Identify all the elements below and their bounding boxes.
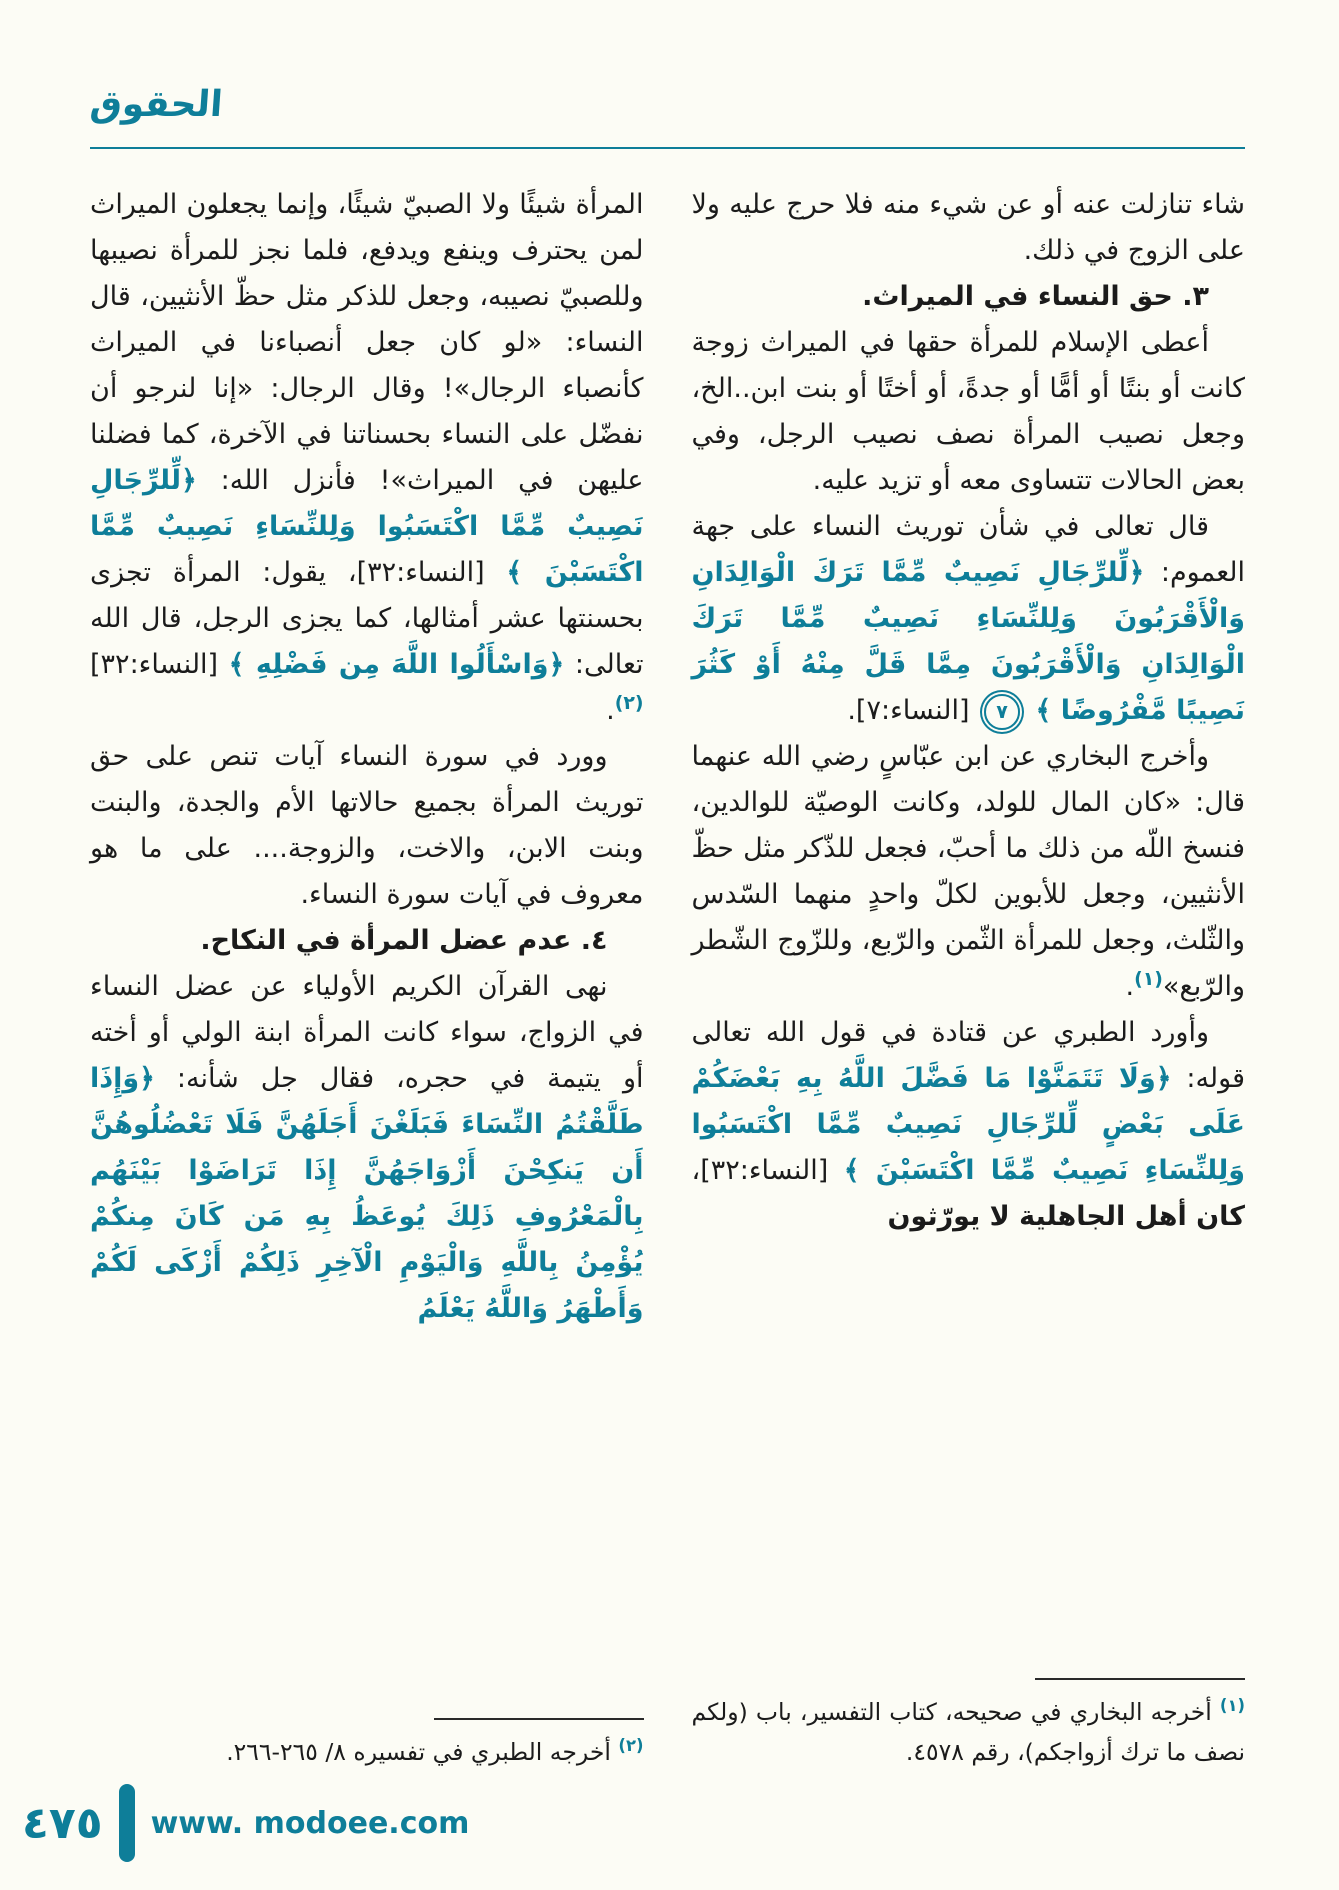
- body-text: شاء تنازلت عنه أو عن شيء منه فلا حرج عليه ولا على الزوج في ذلك.: [691, 189, 1245, 266]
- ayah-number-circle: ٧: [984, 694, 1020, 730]
- body-text: يقول: المرأة تجزى بحسنتها عشر أمثالها، كما يجزى الرجل، قال الله تعالى:: [90, 557, 644, 680]
- body-text: أخرجه البخاري في صحيحه، كتاب التفسير، باب (ولكم نصف ما ترك أزواجكم)، رقم ٤٥٧٨.: [691, 1698, 1245, 1766]
- paragraph: [692, 504, 1246, 734]
- body-text: نهى القرآن الكريم الأولياء عن عضل النساء في الزواج، سواء كانت المرأة ابنة الولي أو أخته أو يتيمة في حجره، فقال جل شأنه:: [90, 971, 644, 1094]
- body-text: .: [606, 695, 615, 726]
- footnote-separator: [1035, 1678, 1245, 1680]
- body-text: المرأة شيئًا ولا الصبيّ شيئًا، وإنما يجعلون الميراث لمن يحترف وينفع ويدفع، فلما نجز للمرأة نصيبها وللصبيّ نصيبه، وجعل للذكر مثل حظّ الأنثيين، قال النساء: «لو كان جعل أنصباءنا في الميراث كأنصباء الرجال»! وقال الرجال: «إنا لنرجو أن نفضّل على النساء بحسناتنا في الآخرة، كما فضلنا عليهن في الميراث»! فأنزل الله:: [90, 189, 644, 496]
- footnote-marker: (١): [1134, 968, 1163, 990]
- quran-verse: ﴿لِّلرِّجَالِ نَصِيبٌ مِّمَّا تَرَكَ الْوَالِدَانِ وَالْأَقْرَبُونَ وَلِلنِّسَاءِ نَصِيبٌ مِّمَّا تَرَكَ الْوَالِدَانِ وَالْأَقْرَبُونَ مِمَّا قَلَّ مِنْهُ أَوْ كَثُرَ نَصِيبًا مَّفْرُوضًا ﴾: [691, 557, 1245, 726]
- quran-verse: ﴿لِّلرِّجَالِ نَصِيبٌ مِّمَّا اكْتَسَبُوا وَلِلنِّسَاءِ نَصِيبٌ مِّمَّا اكْتَسَبْنَ ﴾: [90, 465, 644, 588]
- paragraph: [692, 1010, 1246, 1240]
- body-text: أخرجه الطبري في تفسيره ٨/ ٢٦٥-٢٦٦.: [226, 1738, 619, 1766]
- footnote-marker: (١): [1219, 1696, 1245, 1716]
- footnote-separator: [434, 1718, 644, 1720]
- column-right: [692, 182, 1246, 1772]
- page-number: ٤٧٥: [22, 1797, 103, 1849]
- body-text: قال تعالى في شأن توريث النساء على جهة العموم:: [691, 511, 1245, 588]
- site-url: www. modoee.com: [150, 1805, 470, 1841]
- quran-verse: ﴿وَلَا تَتَمَنَّوْا مَا فَضَّلَ اللَّهُ بِهِ بَعْضَكُمْ عَلَى بَعْضٍ لِّلرِّجَالِ نَصِيبٌ مِّمَّا اكْتَسَبُوا وَلِلنِّسَاءِ نَصِيبٌ مِّمَّا اكْتَسَبْنَ ﴾: [691, 1063, 1245, 1186]
- footnotes: [692, 1670, 1246, 1772]
- verse-reference: [النساء:٣٢]،: [326, 557, 507, 588]
- verse-reference: [النساء:٧].: [847, 695, 979, 726]
- body-text: ٣. حق النساء في الميراث.: [862, 281, 1209, 312]
- book-header-title: الحقوق: [88, 84, 224, 125]
- emphasized-text: كان أهل الجاهلية لا يورّثون: [887, 1201, 1245, 1232]
- paragraph: [90, 182, 644, 734]
- body-text: أعطى الإسلام للمرأة حقها في الميراث زوجة كانت أو بنتًا أو أمًّا أو جدةً، أو أختًا أو بنت ابن..الخ، وجعل نصيب المرأة نصف نصيب الرجل، وفي بعض الحالات تتساوى معه أو تزيد عليه.: [691, 327, 1245, 496]
- footnote: [90, 1732, 644, 1772]
- paragraph: [692, 320, 1246, 504]
- body-text: .: [1125, 971, 1135, 1002]
- body-text: وأورد الطبري عن قتادة في قول الله تعالى قوله:: [691, 1017, 1245, 1094]
- verse-reference: [النساء:٣٢]،: [691, 1155, 844, 1186]
- columns: [90, 182, 1245, 1772]
- quran-verse: ﴿وَاسْأَلُوا اللَّهَ مِن فَضْلِهِ ﴾: [228, 649, 565, 680]
- paragraph: [90, 734, 644, 918]
- column-left: [90, 182, 644, 1772]
- page-footer: [22, 1784, 469, 1862]
- footnotes: [90, 1710, 644, 1772]
- verse-reference: [النساء:٣٢]: [90, 649, 229, 680]
- paragraph: [692, 734, 1246, 1010]
- paragraph: [692, 182, 1246, 274]
- quran-verse: ﴿وَإِذَا طَلَّقْتُمُ النِّسَاءَ فَبَلَغْنَ أَجَلَهُنَّ فَلَا تَعْضُلُوهُنَّ أَن يَنكِحْنَ أَزْوَاجَهُنَّ إِذَا تَرَاضَوْا بَيْنَهُم بِالْمَعْرُوفِ ذَلِكَ يُوعَظُ بِهِ مَن كَانَ مِنكُمْ يُؤْمِنُ بِاللَّهِ وَالْيَوْمِ الْآخِرِ ذَلِكُمْ أَزْكَى لَكُمْ وَأَطْهَرُ وَاللَّهُ يَعْلَمُ: [90, 1063, 644, 1324]
- header-rule: [90, 147, 1245, 149]
- section-heading: [692, 274, 1246, 320]
- footer-accent-bar: [119, 1784, 135, 1862]
- section-heading: [90, 918, 644, 964]
- footnote: [692, 1692, 1246, 1772]
- footnote-marker: (٢): [614, 692, 644, 714]
- paragraph: [90, 964, 644, 1332]
- body-text: وأخرج البخاري عن ابن عبّاسٍ رضي الله عنهما قال: «كان المال للولد، وكانت الوصيّة للوالدين، فنسخ اللّه من ذلك ما أحبّ، فجعل للذّكر مثل حظّ الأنثيين، وجعل للأبوين لكلّ واحدٍ منهما السّدس والثّلث، وجعل للمرأة الثّمن والرّبع، وللزّوج الشّطر والرّبع»: [691, 741, 1245, 1002]
- body-text: ٤. عدم عضل المرأة في النكاح.: [200, 925, 608, 956]
- body-text: وورد في سورة النساء آيات تنص على حق توريث المرأة بجميع حالاتها الأم والجدة، والبنت وبنت الابن، والاخت، والزوجة.... على ما هو معروف في آيات سورة النساء.: [90, 741, 644, 910]
- footnote-marker: (٢): [618, 1736, 644, 1756]
